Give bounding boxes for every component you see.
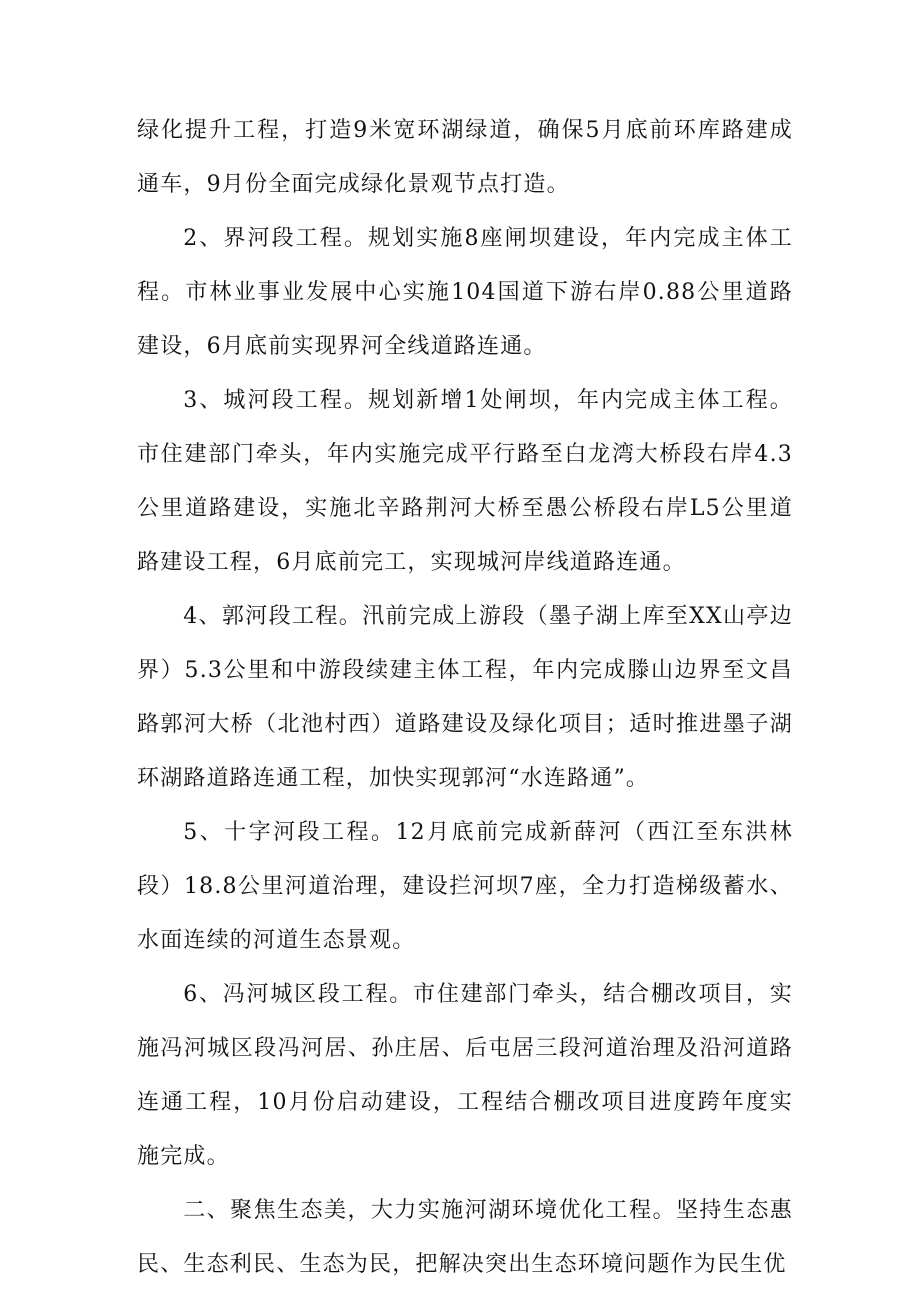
paragraph-guohe-section: 4、郭河段工程。汛前完成上游段（墨子湖上库至XX山亭边界）5.3公里和中游段续建主体工程，年内完成滕山边界至文昌路郭河大桥（北池村西）道路建设及绿化项目；适时推进墨子湖环湖路道路连通工程，加快实现郭河“水连路通”。 <box>137 604 793 791</box>
paragraph-ecology-heading: 二、聚焦生态美，大力实施河湖环境优化工程。坚持生态惠民、生态利民、生态为民，把解决突出生态环境问题作为民生优 <box>137 1198 793 1277</box>
paragraph-shizihe-section: 5、十字河段工程。12月底前完成新薛河（西江至东洪林段）18.8公里河道治理，建设拦河坝7座，全力打造梯级蓄水、水面连续的河道生态景观。 <box>137 820 793 953</box>
paragraph-jiehe-section: 2、界河段工程。规划实施8座闸坝建设，年内完成主体工程。市林业事业发展中心实施104国道下游右岸0.88公里道路建设，6月底前实现界河全线道路连通。 <box>137 226 793 359</box>
paragraph-chenghe-section: 3、城河段工程。规划新增1处闸坝，年内完成主体工程。市住建部门牵头，年内实施完成平行路至白龙湾大桥段右岸4.3公里道路建设，实施北辛路荆河大桥至愚公桥段右岸L5公里道路建设工程，6月底前完工，实现城河岸线道路连通。 <box>137 388 793 575</box>
paragraph-greening-continuation: 绿化提升工程，打造9米宽环湖绿道，确保5月底前环库路建成通车，9月份全面完成绿化景观节点打造。 <box>137 118 793 197</box>
paragraph-fenghe-section: 6、冯河城区段工程。市住建部门牵头，结合棚改项目，实施冯河城区段冯河居、孙庄居、后屯居三段河道治理及沿河道路连通工程，10月份启动建设，工程结合棚改项目进度跨年度实施完成。 <box>137 982 793 1169</box>
document-body <box>137 104 793 1292</box>
